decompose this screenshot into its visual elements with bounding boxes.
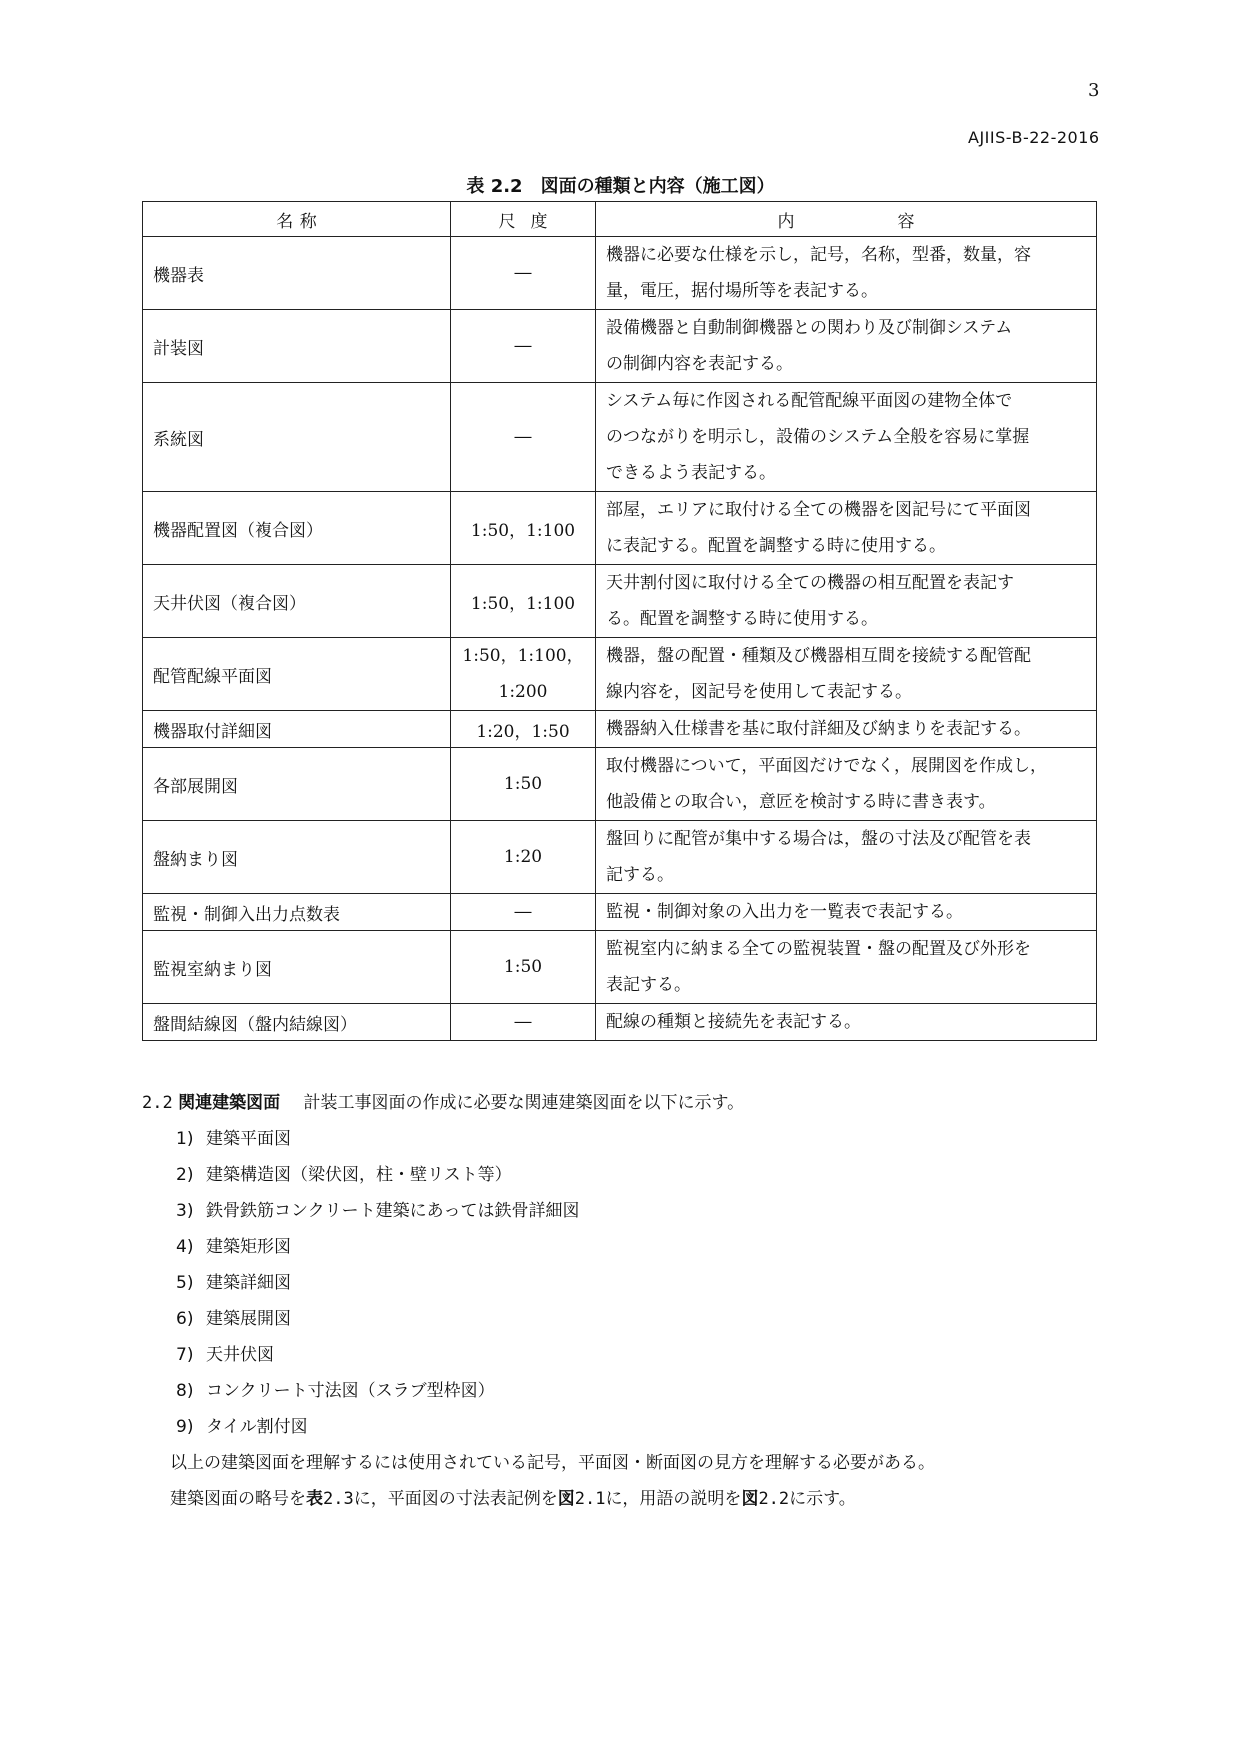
table-row	[143, 492, 1097, 565]
row-description	[596, 748, 1097, 821]
row-description	[596, 310, 1097, 383]
list-item-number: 2)	[176, 1165, 194, 1185]
row-description	[596, 383, 1097, 492]
description-line: 表記する。	[606, 975, 691, 995]
list-item	[176, 1337, 1102, 1373]
row-description	[596, 638, 1097, 711]
drawing-types-table	[142, 201, 1097, 1041]
header-name	[143, 202, 451, 237]
reference-text: に，平面図の寸法表記例を	[353, 1489, 558, 1509]
row-name: 監視室納まり図	[143, 931, 451, 1004]
reference-text: に，用語の説明を	[605, 1489, 742, 1509]
reference-label-table: 表	[306, 1489, 323, 1509]
row-description	[596, 1004, 1097, 1041]
row-name: 機器取付詳細図	[143, 711, 451, 748]
row-scale: ―	[451, 310, 596, 383]
list-item-text: 建築展開図	[206, 1309, 291, 1329]
row-name: 計装図	[143, 310, 451, 383]
row-name: 機器表	[143, 237, 451, 310]
section-title: 関連建築図面	[178, 1093, 281, 1113]
reference-label-figure: 図	[741, 1489, 759, 1509]
reference-text: 建築図面の略号を	[170, 1489, 306, 1509]
description-line: のつながりを明示し，設備のシステム全般を容易に掌握	[606, 427, 1030, 447]
table-row	[143, 1004, 1097, 1041]
paragraph-understanding: 以上の建築図面を理解するには使用されている記号，平面図・断面図の見方を理解する必要がある。	[170, 1453, 935, 1473]
list-item-text: タイル割付図	[206, 1417, 308, 1437]
table-row	[143, 821, 1097, 894]
header-name-char-2: 称	[299, 211, 317, 232]
table-row	[143, 894, 1097, 931]
description-line: に表記する。配置を調整する時に使用する。	[606, 536, 946, 556]
row-name: 機器配置図（複合図）	[143, 492, 451, 565]
row-scale: 1:50，1:100	[451, 565, 596, 638]
row-scale: ―	[451, 1004, 596, 1041]
table-row	[143, 638, 1097, 711]
list-item-text: 鉄骨鉄筋コンクリート建築にあっては鉄骨詳細図	[206, 1201, 580, 1221]
table-row	[143, 310, 1097, 383]
description-line: 他設備との取合い，意匠を検討する時に書き表す。	[606, 792, 996, 812]
list-item	[176, 1157, 1102, 1193]
list-item-text: 建築平面図	[206, 1129, 291, 1149]
list-item-number: 3)	[176, 1201, 194, 1221]
header-desc-char-2: 容	[897, 211, 915, 232]
header-scale-char-1: 尺	[498, 211, 516, 232]
reference-number: 2.2	[758, 1489, 790, 1509]
header-scale-char-2: 度	[530, 211, 548, 232]
list-item-text: 建築詳細図	[206, 1273, 291, 1293]
list-item	[176, 1373, 1102, 1409]
page-number: 3	[1088, 80, 1100, 101]
description-line: 量，電圧，据付場所等を表記する。	[606, 281, 878, 301]
description-line: 盤回りに配管が集中する場合は，盤の寸法及び配管を表	[606, 829, 1031, 849]
row-scale: ―	[451, 383, 596, 492]
list-item-number: 1)	[176, 1129, 194, 1149]
description-line: 天井割付図に取付ける全ての機器の相互配置を表記す	[606, 573, 1014, 593]
row-scale: 1:20	[451, 821, 596, 894]
list-item	[176, 1409, 1102, 1445]
table-row	[143, 931, 1097, 1004]
list-item-number: 4)	[176, 1237, 194, 1257]
list-item-text: 天井伏図	[206, 1345, 274, 1365]
description-line: 部屋，エリアに取付ける全ての機器を図記号にて平面図	[606, 500, 1031, 520]
row-scale: 1:50	[451, 748, 596, 821]
description-line: 設備機器と自動制御機器との関わり及び制御システム	[606, 318, 1013, 338]
list-item	[176, 1121, 1102, 1157]
list-item-text: 建築矩形図	[206, 1237, 291, 1257]
list-item-text: コンクリート寸法図（スラブ型枠図）	[206, 1381, 495, 1401]
row-scale: ―	[451, 237, 596, 310]
reference-number: 2.3	[323, 1489, 354, 1509]
description-line: できるよう表記する。	[606, 463, 776, 483]
description-line: 機器納入仕様書を基に取付詳細及び納まりを表記する。	[606, 719, 1031, 739]
description-line: 監視室内に納まる全ての監視装置・盤の配置及び外形を	[606, 939, 1031, 959]
table-row	[143, 748, 1097, 821]
header-desc-char-1: 内	[777, 211, 795, 232]
header-name-char-1: 名	[276, 211, 294, 232]
row-description	[596, 237, 1097, 310]
list-item-number: 9)	[176, 1417, 194, 1437]
list-item-number: 5)	[176, 1273, 194, 1293]
list-item-number: 7)	[176, 1345, 194, 1365]
description-line: る。配置を調整する時に使用する。	[606, 609, 878, 629]
description-line: 配線の種類と接続先を表記する。	[606, 1012, 861, 1032]
row-name: 配管配線平面図	[143, 638, 451, 711]
row-name: 盤間結線図（盤内結線図）	[143, 1004, 451, 1041]
row-name: 各部展開図	[143, 748, 451, 821]
row-scale: 1:50，1:100，1:200	[451, 638, 596, 711]
row-description	[596, 894, 1097, 931]
table-row	[143, 383, 1097, 492]
row-scale: 1:50	[451, 931, 596, 1004]
reference-number: 2.1	[574, 1489, 606, 1509]
section-number: 2.2	[142, 1093, 173, 1113]
row-name: 天井伏図（複合図）	[143, 565, 451, 638]
description-line: システム毎に作図される配管配線平面図の建物全体で	[606, 391, 1013, 411]
description-line: の制御内容を表記する。	[606, 354, 793, 374]
list-item	[176, 1301, 1102, 1337]
list-item	[176, 1229, 1102, 1265]
table-row	[143, 565, 1097, 638]
row-scale: 1:50，1:100	[451, 492, 596, 565]
reference-text: に示す。	[789, 1489, 856, 1509]
drawing-list	[142, 1121, 1102, 1445]
document-code: AJIIS-B-22-2016	[968, 128, 1100, 147]
row-scale: 1:20，1:50	[451, 711, 596, 748]
reference-label-figure: 図	[557, 1489, 575, 1509]
row-description	[596, 711, 1097, 748]
list-item	[176, 1265, 1102, 1301]
list-item-text: 建築構造図（梁伏図，柱・壁リスト等）	[206, 1165, 512, 1185]
section-heading	[142, 1085, 1102, 1121]
row-description	[596, 492, 1097, 565]
paragraph-references	[142, 1481, 1102, 1517]
related-architecture-section	[142, 1085, 1102, 1517]
description-line: 機器に必要な仕様を示し，記号，名称，型番，数量，容	[606, 245, 1031, 265]
description-line: 機器，盤の配置・種類及び機器相互間を接続する配管配	[606, 646, 1031, 666]
table-header-row	[143, 202, 1097, 237]
table-caption: 表 2.2 図面の種類と内容（施工図）	[466, 176, 775, 197]
row-name: 盤納まり図	[143, 821, 451, 894]
list-item	[176, 1193, 1102, 1229]
description-line: 記する。	[606, 865, 674, 885]
row-name: 監視・制御入出力点数表	[143, 894, 451, 931]
row-name: 系統図	[143, 383, 451, 492]
header-scale	[451, 202, 596, 237]
section-intro: 計装工事図面の作成に必要な関連建築図面を以下に示す。	[303, 1093, 745, 1113]
list-item-number: 8)	[176, 1381, 194, 1401]
row-description	[596, 931, 1097, 1004]
description-line: 線内容を，図記号を使用して表記する。	[606, 682, 912, 702]
row-scale: ―	[451, 894, 596, 931]
row-description	[596, 565, 1097, 638]
header-description	[596, 202, 1097, 237]
row-description	[596, 821, 1097, 894]
description-line: 監視・制御対象の入出力を一覧表で表記する。	[606, 902, 963, 922]
table-row	[143, 237, 1097, 310]
table-row	[143, 711, 1097, 748]
description-line: 取付機器について，平面図だけでなく，展開図を作成し，	[606, 756, 1047, 776]
list-item-number: 6)	[176, 1309, 194, 1329]
